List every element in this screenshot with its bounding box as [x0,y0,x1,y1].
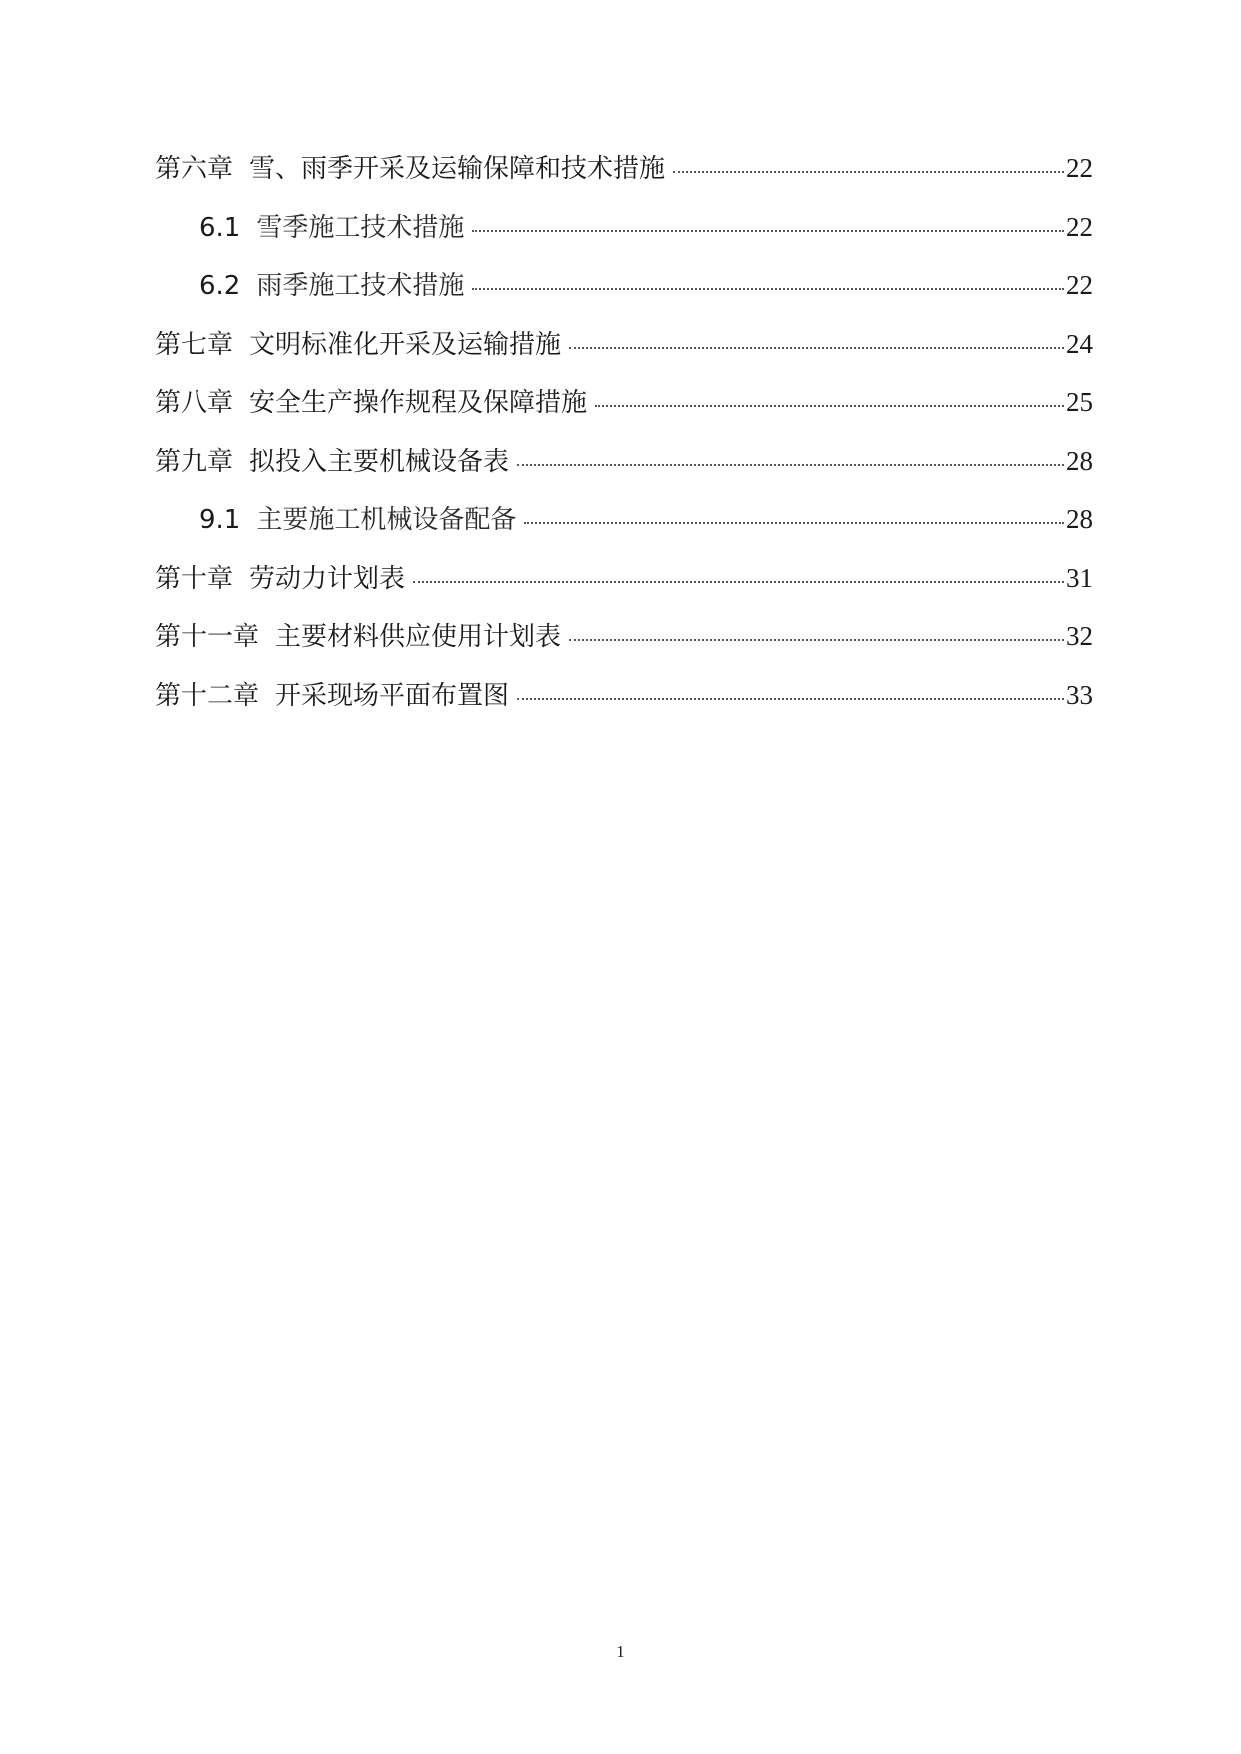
toc-entry-page: 33 [1066,679,1093,710]
toc-entry[interactable] [155,211,1093,273]
toc-entry[interactable] [155,506,1093,565]
toc-entry-label: 第十章 [155,563,234,594]
dot-leader [595,405,1064,407]
toc-entry-label: 第六章 [155,154,234,184]
toc-entry-title: 劳动力计划表 [249,563,406,594]
dot-leader [569,639,1064,641]
toc-entry-page: 31 [1066,562,1093,593]
dot-leader [413,581,1064,583]
dot-leader [472,288,1064,290]
toc-entry-page: 22 [1066,211,1093,242]
dot-leader [524,522,1064,524]
dot-leader [517,698,1064,700]
toc-entry-title: 主要施工机械设备配备 [256,505,517,535]
toc-entry-label: 6.2 [199,271,241,301]
toc-entry-title: 文明标准化开采及运输措施 [249,329,562,360]
toc-entry-page: 28 [1066,445,1093,476]
toc-entry-title: 拟投入主要机械设备表 [249,446,510,477]
toc-entry-title: 雪季施工技术措施 [256,212,465,243]
toc-entry-page: 25 [1066,387,1093,417]
page-number: 1 [616,1642,625,1661]
toc-entry-title: 安全生产操作规程及保障措施 [249,388,588,418]
dot-leader [517,464,1064,466]
toc-entry[interactable] [155,328,1093,390]
toc-entry[interactable] [155,562,1093,624]
toc-entry[interactable] [155,445,1093,507]
toc-entry[interactable] [155,155,1093,214]
dot-leader [472,230,1064,232]
toc-entry-page: 24 [1066,328,1093,359]
toc-entry-title: 雪、雨季开采及运输保障和技术措施 [249,154,666,184]
toc-entry-label: 第十二章 [155,680,260,711]
toc-entry-label: 6.1 [199,212,241,243]
toc-entry-title: 主要材料供应使用计划表 [275,622,562,652]
toc-entry-label: 第十一章 [155,622,260,652]
toc-entry[interactable] [155,623,1093,682]
dot-leader [569,347,1064,349]
toc-entry[interactable] [155,679,1093,741]
toc-entry-label: 第七章 [155,329,234,360]
toc-entry-title: 开采现场平面布置图 [275,680,510,711]
toc-entry-page: 22 [1066,153,1093,183]
toc-entry-label: 第九章 [155,446,234,477]
toc-entry-page: 32 [1066,621,1093,651]
toc-entry-page: 22 [1066,270,1093,300]
toc-entry-label: 第八章 [155,388,234,418]
toc-entry-label: 9.1 [199,505,241,535]
toc-entry-title: 雨季施工技术措施 [256,271,465,301]
table-of-contents [155,155,1093,740]
toc-entry[interactable] [155,389,1093,448]
toc-entry[interactable] [155,272,1093,331]
dot-leader [673,171,1064,173]
toc-entry-page: 28 [1066,504,1093,534]
